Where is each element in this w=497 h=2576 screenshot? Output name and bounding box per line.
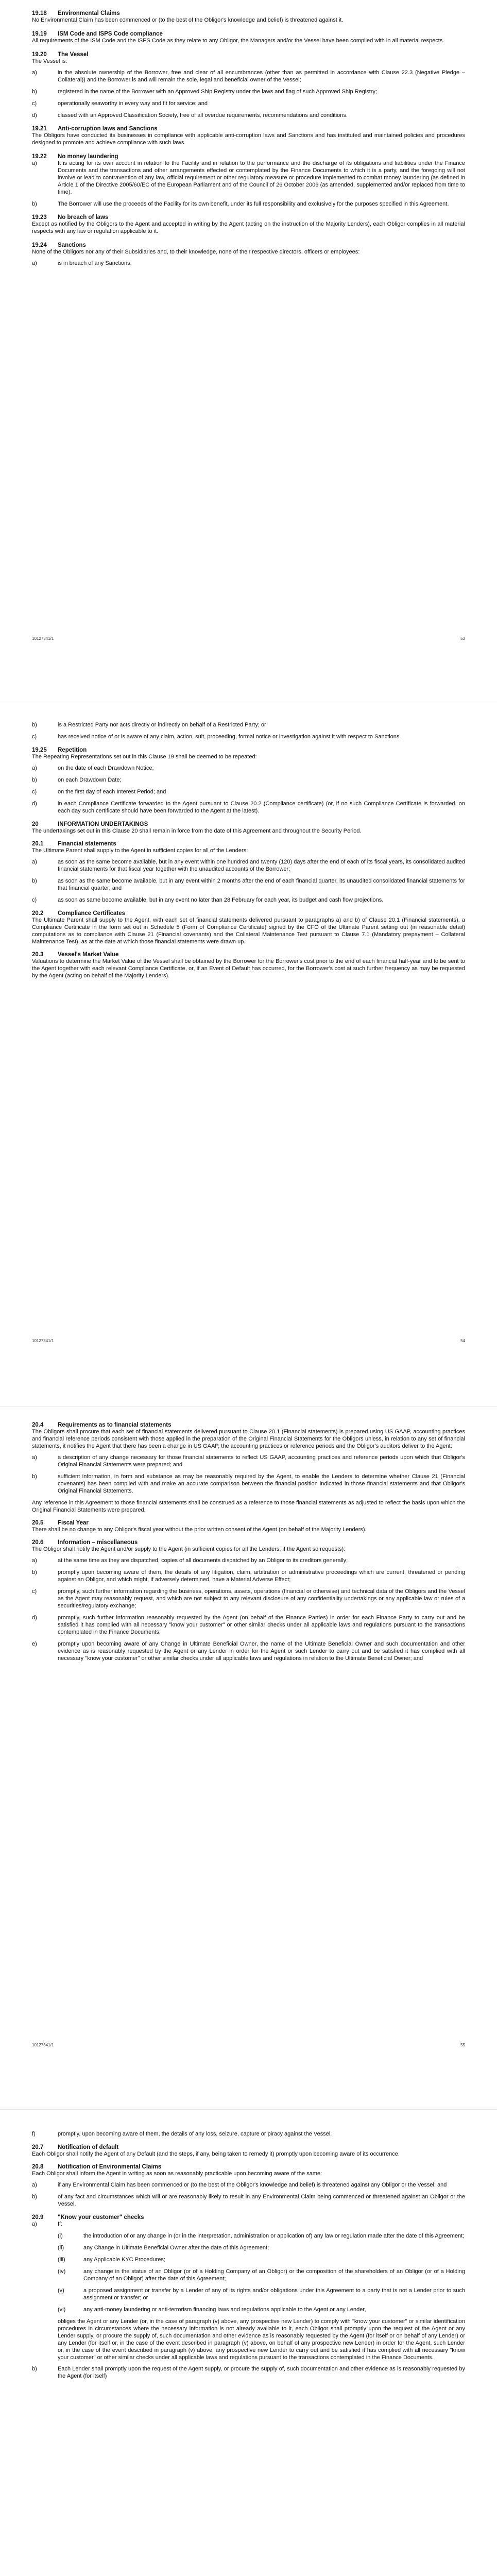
sub-list-item: (iii) any Applicable KYC Procedures; (58, 2257, 165, 2263)
page-number: 55 (460, 2043, 465, 2047)
document-page-2 (0, 703, 497, 1406)
list-item: d) classed with an Approved Classification Society, free of all overdue requirements, recommendations and conditions. (32, 112, 348, 118)
section-heading: 19.25 Repetition (32, 747, 87, 753)
list-item: b) as soon as the same become available, but in any event within 2 months after the end of each financial quarter, its unaudited consolidated financial statements for that financial quarter; and (32, 878, 465, 891)
list-item: c) on the first day of each Interest Period; and (32, 789, 166, 795)
section-heading: 20.2 Compliance Certificates (32, 910, 126, 917)
list-item: c) operationally seaworthy in every way and fit for service; and (32, 100, 208, 107)
page-footer (32, 2043, 465, 2047)
section-heading: 20.7 Notification of default (32, 2144, 119, 2150)
document-page-3 (0, 1406, 497, 2110)
document-page-4 (0, 2110, 497, 2576)
section-heading: 19.21 Anti-corruption laws and Sanctions (32, 126, 158, 132)
list-item: a) on the date of each Drawdown Notice; (32, 765, 154, 771)
section-heading: 20.6 Information – miscellaneous (32, 1539, 138, 1546)
sub-list-item: (ii) any Change in Ultimate Beneficial Owner after the date of this Agreement; (58, 2245, 269, 2251)
list-item: e) promptly upon becoming aware of any Change in Ultimate Beneficial Owner, the name of the Ultimate Beneficial Owner and such documentation and other evidence as is reasonably requested by the Agent or any Lender in order for the Agent or such Lender to carry out and be satisfied it has complied with all necessary "know your customer" or other similar checks under all applicable laws and regulations in relation to the Ultimate Beneficial Owner; and (32, 1641, 465, 1662)
page-number: 53 (460, 636, 465, 641)
section-heading: 20.3 Vessel's Market Value (32, 952, 119, 958)
paragraph: The undertakings set out in this Clause 20 shall remain in force from the date of this Agreement and throughout the Security Period. (32, 828, 362, 834)
paragraph: Each Obligor shall inform the Agent in writing as soon as reasonably practicable upon becoming aware of the same: (32, 2171, 322, 2177)
section-heading: 20.9 "Know your customer" checks (32, 2214, 144, 2221)
page-footer (32, 1338, 465, 1343)
paragraph: Each Obligor shall notify the Agent of any Default (and the steps, if any, being taken to remedy it) promptly upon becoming aware of its occurrence. (32, 2151, 400, 2157)
paragraph: The Obligor shall notify the Agent and/or supply to the Agent (in sufficient copies for all the Lenders, if the Agent so requests): (32, 1546, 346, 1552)
chapter-heading: 20 INFORMATION UNDERTAKINGS (32, 821, 148, 827)
paragraph: Valuations to determine the Market Value of the Vessel shall be obtained by the Borrower for the Borrower's cost prior to the end of each financial half-year and to be sent to the Agent together with each relevant Compliance Certificate, or, if an Event of Default has occurred, for the Borrower's cost at such further frequency as may be requested by the Agent (acting on behalf of the Majority Lenders). (32, 958, 465, 979)
paragraph: Except as notified by the Obligors to the Agent and accepted in writing by the Agent (acting on the instruction of the Majority Lenders), each Obligor complies in all material respects with any law or regulation applicable to it. (32, 221, 465, 234)
section-heading: 20.8 Notification of Environmental Claims (32, 2164, 162, 2170)
document-reference: 10127341/1 (32, 1338, 54, 1343)
list-item: a) is in breach of any Sanctions; (32, 260, 132, 266)
paragraph: Any reference in this Agreement to those financial statements shall be construed as a reference to those financial statements as adjusted to reflect the basis upon which the Original Financial Statements were prepared. (32, 1500, 465, 1513)
list-item: d) in each Compliance Certificate forwarded to the Agent pursuant to Clause 20.2 (Compliance certificate) (or, if no such Compliance Certificate is forwarded, on each day such certificate should have been forwarded to the Agent at the latest). (32, 801, 465, 814)
paragraph: The Repeating Representations set out in this Clause 19 shall be deemed to be repeated: (32, 754, 257, 760)
section-heading: 19.19 ISM Code and ISPS Code compliance (32, 31, 163, 37)
paragraph: All requirements of the ISM Code and the ISPS Code as they relate to any Obligor, the Managers and/or the Vessel have been complied with in all material respects. (32, 38, 444, 44)
section-heading: 19.20 The Vessel (32, 52, 89, 58)
list-item: b) on each Drawdown Date; (32, 777, 122, 783)
list-item: a) as soon as the same become available, but in any event within one hundred and twenty (120) days after the end of each of its fiscal years, its consolidated audited financial statements for that fiscal year together with the unaudited accounts of the Borrower; (32, 859, 465, 872)
list-item: b) sufficient information, in form and substance as may be reasonably required by the Agent, to enable the Lenders to determine whether Clause 21 (Financial covenants) has been complied with and make an accurate comparison between the financial position indicated in those financial statements and that Obligor's Original Financial Statements. (32, 1473, 465, 1494)
section-heading: 19.22 No money laundering (32, 154, 118, 160)
section-heading: 19.18 Environmental Claims (32, 10, 120, 16)
list-item: a) It is acting for its own account in relation to the Facility and in relation to the performance and the discharge of its obligations and liabilities under the Finance Documents and the transactions and other arrangements effected or contemplated by the Finance Documents to which it is a party, and the foregoing will not involve or lead to contravention of any law, official requirement or other regulatory measure or procedure implemented to combat money laundering (as defined in Article 1 of the Directive 2005/60/EC of the European Parliament and of the Council of 26 October 2006 (as amended, supplemented and/or replaced from time to time). (32, 160, 465, 195)
document-reference: 10127341/1 (32, 636, 54, 641)
paragraph: There shall be no change to any Obligor's fiscal year without the prior written consent of the Agent (on behalf of the Majority Lenders). (32, 1527, 367, 1533)
paragraph: None of the Obligors nor any of their Subsidiaries and, to their knowledge, none of their respective directors, officers or employees: (32, 249, 360, 255)
list-item: a) if any Environmental Claim has been commenced or (to the best of the Obligor's knowledge and belief) is threatened against any Obligor or the Vessel; and (32, 2182, 447, 2188)
paragraph: The Obligors shall procure that each set of financial statements delivered pursuant to Clause 20.1 (Financial statements) is prepared using US GAAP, accounting practices and financial reference periods consistent with those applied in the preparation of the Original Financial Statements for the Obligors unless, in relation to any set of financial statements, it notifies the Agent that there has been a change in US GAAP, the accounting practices or reference periods and the Obligor's auditors deliver to the Agent: (32, 1429, 465, 1449)
list-item: b) of any fact and circumstances which will or are reasonably likely to result in any Environmental Claim being commenced or threatened against an Obligor or the Vessel. (32, 2194, 465, 2207)
page-number: 54 (460, 1338, 465, 1343)
paragraph: The Ultimate Parent shall supply to the Agent, with each set of financial statements delivered pursuant to paragraphs a) and b) of Clause 20.1 (Financial statements), a Compliance Certificate in the form set out in Schedule 5 (Form of Compliance Certificate) signed by the CFO of the Ultimate Parent setting out (in reasonable detail) computations as to compliance with Clause 21 (Financial covenants) and the Collateral Maintenance Test pursuant to Clause 7.1 (Mandatory prepayment – Collateral Maintenance Test), as at the date at which those financial statements were drawn up. (32, 917, 465, 945)
paragraph: The Vessel is: (32, 58, 67, 64)
section-heading: 20.4 Requirements as to financial statements (32, 1422, 172, 1428)
page-footer (32, 636, 465, 641)
list-item: b) is a Restricted Party nor acts directly or indirectly on behalf of a Restricted Party; or (32, 722, 266, 728)
section-heading: 20.1 Financial statements (32, 841, 116, 847)
paragraph: obliges the Agent or any Lender (or, in the case of paragraph (v) above, any prospective new Lender) to comply with "know your customer" or similar identification procedures in circumstances where the necessary information is not already available to it, each Obligor shall promptly upon the request of the Agent or any Lender supply, or procure the supply of, such documentation and other evidence as is reasonably requested by the Agent (for itself or on behalf of any Lender) or any Lender (for itself or, in the case of the event described in paragraph (v) above, on behalf of any prospective new Lender) in order for the Agent, such Lender or, in the case of the event described in paragraph (v) above, any prospective new Lender to carry out and be satisfied it has complied with all necessary "know your customer" or other similar checks under all applicable laws and regulations pursuant to the transactions contemplated in the Finance Documents. (58, 2318, 465, 2361)
document-page-1 (0, 0, 497, 703)
list-item: a) at the same time as they are dispatched, copies of all documents dispatched by an Obligor to its creditors generally; (32, 1557, 348, 1564)
list-item: c) promptly, such further information regarding the business, operations, assets, operations (financial or otherwise) and technical data of the Obligors and the Vessel as the Agent may reasonably request, and which are not subject to any relevant disclosure of any confidentiality undertakings or any applicable law or rules of a securities/regulatory exchange; (32, 1588, 465, 1609)
list-item: a) If: (32, 2221, 63, 2227)
list-item: c) as soon as same become available, but in any event no later than 28 February for each year, its budget and cash flow projections. (32, 897, 384, 903)
list-item: d) promptly, such further information reasonably requested by the Agent (on behalf of the Finance Parties) in order for each Finance Party to carry out and be satisfied it has complied with all necessary "know your customer" or other similar checks under all applicable laws and regulations pursuant to the transactions contemplated in the Finance Documents; (32, 1615, 465, 1635)
list-item: c) has received notice of or is aware of any claim, action, suit, proceeding, formal notice or investigation against it with respect to Sanctions. (32, 734, 401, 740)
section-heading: 19.23 No breach of laws (32, 214, 109, 221)
paragraph: No Environmental Claim has been commenced or (to the best of the Obligor's knowledge and belief) is threatened against it. (32, 17, 344, 23)
section-heading: 19.24 Sanctions (32, 242, 86, 248)
sub-list-item: (iv) any change in the status of an Obligor (or of a Holding Company of an Obligor) or the composition of the shareholders of an Obligor (or of a Holding Company of an Obligor) after the date of this Agreement; (58, 2268, 465, 2282)
list-item: a) a description of any change necessary for those financial statements to reflect US GAAP, accounting practices and reference periods upon which that Obligor's Original Financial Statements were prepared; and (32, 1454, 465, 1468)
section-heading: 20.5 Fiscal Year (32, 1520, 89, 1526)
sub-list-item: (i) the introduction of or any change in (or in the interpretation, administration or application of) any law or regulation made after the date of this Agreement; (58, 2233, 465, 2239)
sub-list-item: (vi) any anti-money laundering or anti-terrorism financing laws and regulations applicable to the Agent or any Lender, (58, 2307, 366, 2313)
paragraph: The Obligors have conducted its businesses in compliance with applicable anti-corruption laws and Sanctions and has instituted and maintained policies and procedures designed to promote and achieve compliance with such laws. (32, 132, 465, 146)
list-item: a) in the absolute ownership of the Borrower, free and clear of all encumbrances (other than as permitted in accordance with Clause 22.3 (Negative Pledge – Collateral)) and the Borrower is and will remain the sole, legal and beneficial owner of the Vessel; (32, 70, 465, 83)
list-item: b) The Borrower will use the proceeds of the Facility for its own benefit, under its full responsibility and exclusively for the purposes specified in this Agreement. (32, 201, 449, 207)
document-reference: 10127341/1 (32, 2043, 54, 2047)
list-item: b) promptly upon becoming aware of them, the details of any litigation, claim, arbitration or administrative proceedings which are current, threatened or pending against an Obligor, and which might, if adversely determined, have a Material Adverse Effect; (32, 1569, 465, 1583)
list-item: f) promptly, upon becoming aware of them, the details of any loss, seizure, capture or piracy against the Vessel. (32, 2131, 332, 2137)
list-item: b) Each Lender shall promptly upon the request of the Agent supply, or procure the supply of, such documentation and other evidence as is reasonably requested by the Agent (for itself) (32, 2366, 465, 2379)
paragraph: The Ultimate Parent shall supply to the Agent in sufficient copies for all of the Lenders: (32, 848, 248, 854)
list-item: b) registered in the name of the Borrower with an Approved Ship Registry under the laws and flag of such Approved Ship Registry; (32, 89, 378, 95)
sub-list-item: (v) a proposed assignment or transfer by a Lender of any of its rights and/or obligations under this Agreement to a party that is not a Lender prior to such assignment or transfer; or (58, 2287, 465, 2301)
